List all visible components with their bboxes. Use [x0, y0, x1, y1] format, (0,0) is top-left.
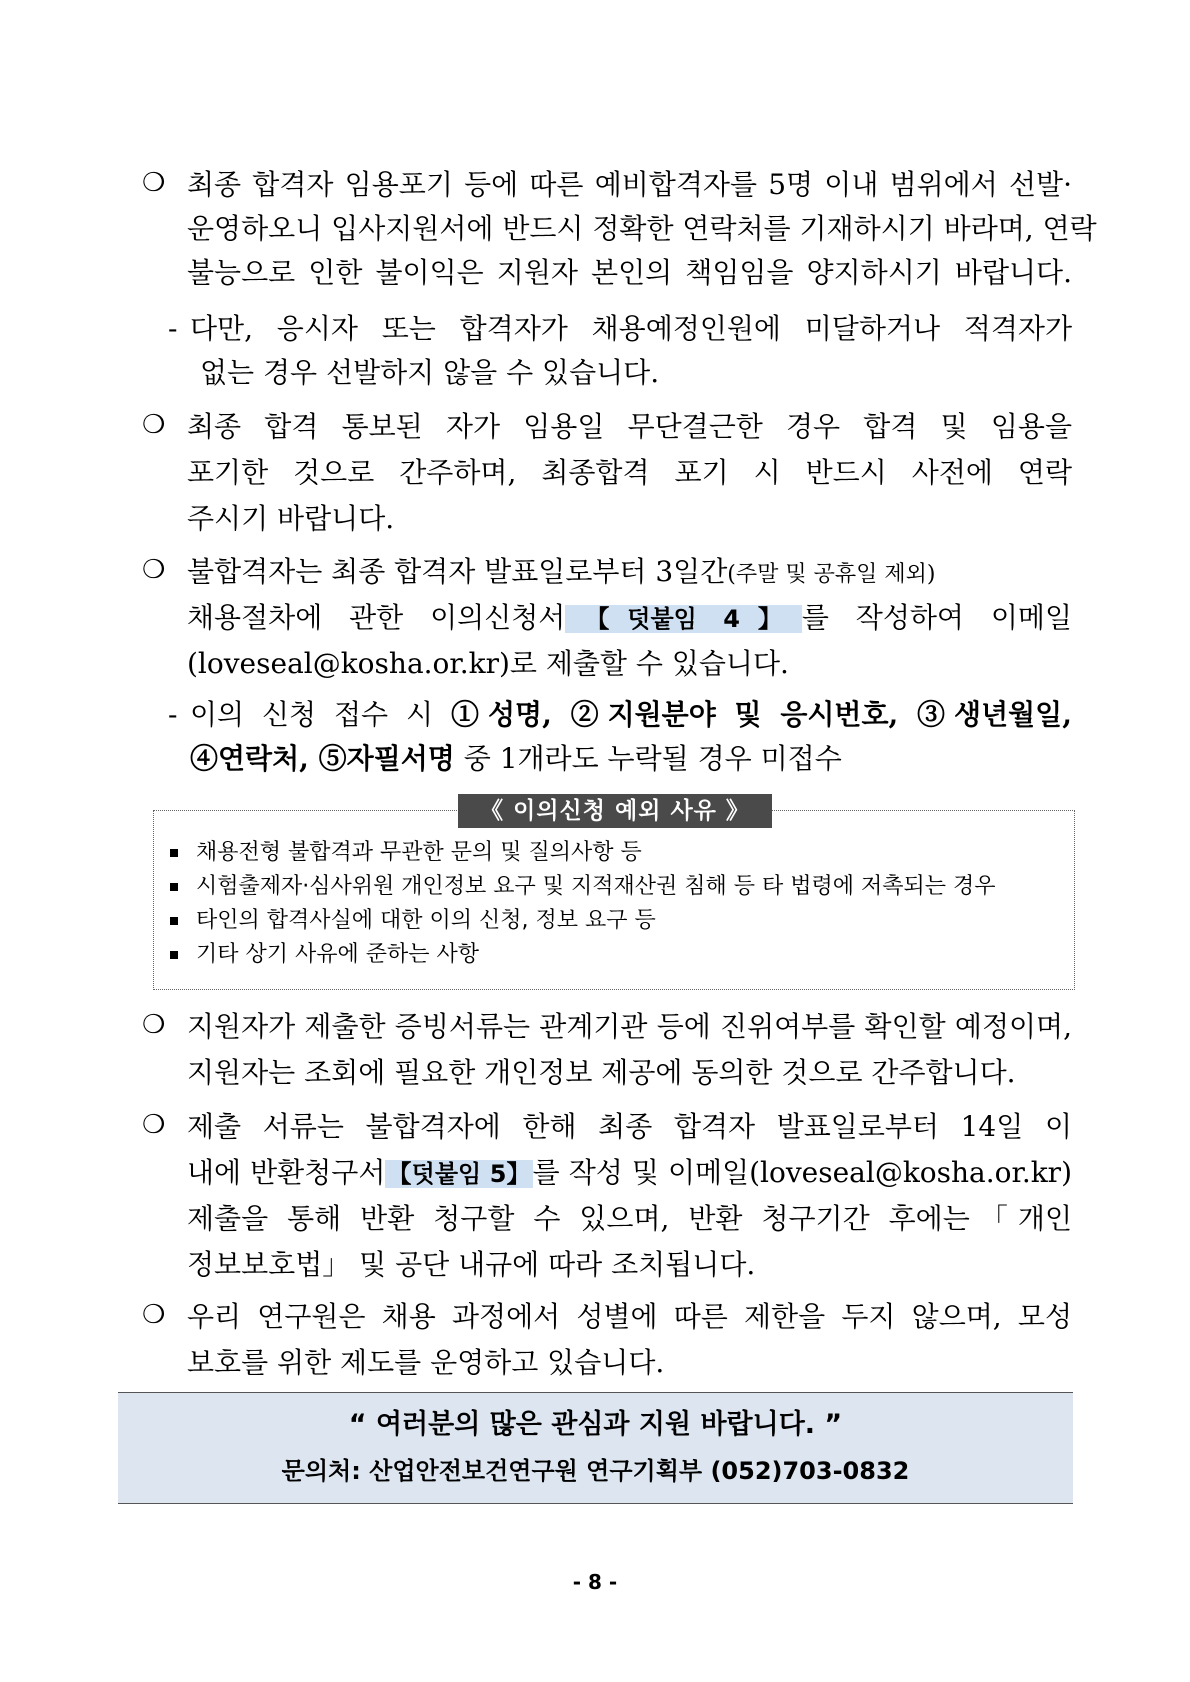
square-bullet-icon — [170, 849, 178, 857]
list-item-text: 시험출제자·심사위원 개인정보 요구 및 지적재산권 침해 등 타 법령에 저촉되는 경우 — [196, 874, 996, 899]
text-span: 내에 반환청구서 — [187, 1156, 386, 1189]
square-bullet-icon — [170, 917, 178, 925]
square-bullet-icon — [170, 951, 178, 959]
list-item-text: 채용전형 불합격과 무관한 문의 및 질의사항 등 — [196, 840, 642, 865]
text-line: 최종 합격자 임용포기 등에 따른 예비합격자를 5명 이내 범위에서 선발· — [187, 168, 1072, 201]
list-item — [168, 904, 1068, 938]
text-line: 지원자는 조회에 필요한 개인정보 제공에 동의한 것으로 간주합니다. — [187, 1056, 1016, 1089]
list-item — [168, 836, 1068, 870]
text-line: 다만, 응시자 또는 합격자가 채용예정인원에 미달하거나 적격자가 — [190, 312, 1072, 345]
text-line: (loveseal@kosha.or.kr)로 제출할 수 있습니다. — [187, 647, 789, 680]
text-line: 지원자가 제출한 증빙서류는 관계기관 등에 진위여부를 확인할 예정이며, — [187, 1010, 1072, 1043]
text-span: 불합격자는 최종 합격자 발표일로부터 3일간 — [187, 555, 728, 588]
list-item — [168, 870, 1068, 904]
text-line: 제출 서류는 불합격자에 한해 최종 합격자 발표일로부터 14일 이 — [187, 1110, 1072, 1143]
circle-bullet-icon: ❍ — [142, 410, 166, 440]
text-line: 최종 합격 통보된 자가 임용일 무단결근한 경우 합격 및 임용을 — [187, 410, 1072, 443]
text-line: 불능으로 인한 불이익은 지원자 본인의 책임임을 양지하시기 바랍니다. — [187, 256, 1072, 289]
attachment-5-tag: 【덧붙임 5】 — [387, 1160, 531, 1188]
text-line — [190, 692, 1072, 738]
page-number: - 8 - — [572, 1570, 618, 1594]
dash-marker: - — [168, 698, 178, 731]
text-span: 채용절차에 관한 이의신청서 — [187, 601, 566, 634]
contact-box — [118, 1392, 1073, 1504]
text-line: 포기한 것으로 간주하며, 최종합격 포기 시 반드시 사전에 연락 — [187, 456, 1072, 489]
text-line: 보호를 위한 제도를 운영하고 있습니다. — [187, 1346, 665, 1379]
text-span-small: (주말 및 공휴일 제외) — [727, 562, 936, 587]
dash-marker: - — [168, 312, 178, 345]
list-item — [168, 938, 1068, 972]
text-span: 중 1개라도 누락될 경우 미접수 — [454, 742, 842, 775]
list-item-text: 기타 상기 사유에 준하는 사항 — [196, 942, 479, 967]
attachment-4-tag: 【덧붙임 4】 — [567, 605, 800, 633]
text-line: 주시기 바랍니다. — [187, 502, 395, 535]
contact-info: 문의처: 산업안전보건연구원 연구기획부 (052)703-0832 — [281, 1457, 910, 1485]
text-line: 제출을 통해 반환 청구할 수 있으며, 반환 청구기간 후에는「개인 — [187, 1202, 1072, 1235]
circle-bullet-icon: ❍ — [142, 555, 166, 585]
text-line — [187, 595, 1072, 641]
circle-bullet-icon: ❍ — [142, 1110, 166, 1140]
list-item-text: 타인의 합격사실에 대한 이의 신청, 정보 요구 등 — [196, 908, 656, 933]
text-line — [190, 736, 842, 782]
circle-bullet-icon: ❍ — [142, 1010, 166, 1040]
text-line: 운영하오니 입사지원서에 반드시 정확한 연락처를 기재하시기 바라며, 연락 — [187, 212, 1097, 245]
text-line: 우리 연구원은 채용 과정에서 성별에 따른 제한을 두지 않으며, 모성 — [187, 1300, 1072, 1333]
closing-message: “ 여러분의 많은 관심과 지원 바랍니다. ” — [348, 1409, 843, 1440]
circle-bullet-icon: ❍ — [142, 1300, 166, 1330]
text-span-bold: ①성명, ②지원분야 및 응시번호, ③생년월일, — [450, 698, 1072, 731]
text-span: 를 작성하여 이메일 — [801, 601, 1073, 634]
text-line: 없는 경우 선발하지 않을 수 있습니다. — [200, 356, 660, 389]
text-line — [187, 1150, 1072, 1196]
text-span: 이의 신청 접수 시 — [190, 698, 451, 731]
text-span-bold: ④연락처, ⑤자필서명 — [190, 742, 455, 775]
text-line: 정보보호법」 및 공단 내규에 따라 조치됩니다. — [187, 1248, 756, 1281]
square-bullet-icon — [170, 883, 178, 891]
text-line — [187, 549, 935, 595]
circle-bullet-icon: ❍ — [142, 168, 166, 198]
exceptions-list — [168, 836, 1068, 972]
exceptions-title: 《 이의신청 예외 사유 》 — [458, 794, 772, 828]
text-span: 를 작성 및 이메일(loveseal@kosha.or.kr) — [532, 1156, 1072, 1189]
